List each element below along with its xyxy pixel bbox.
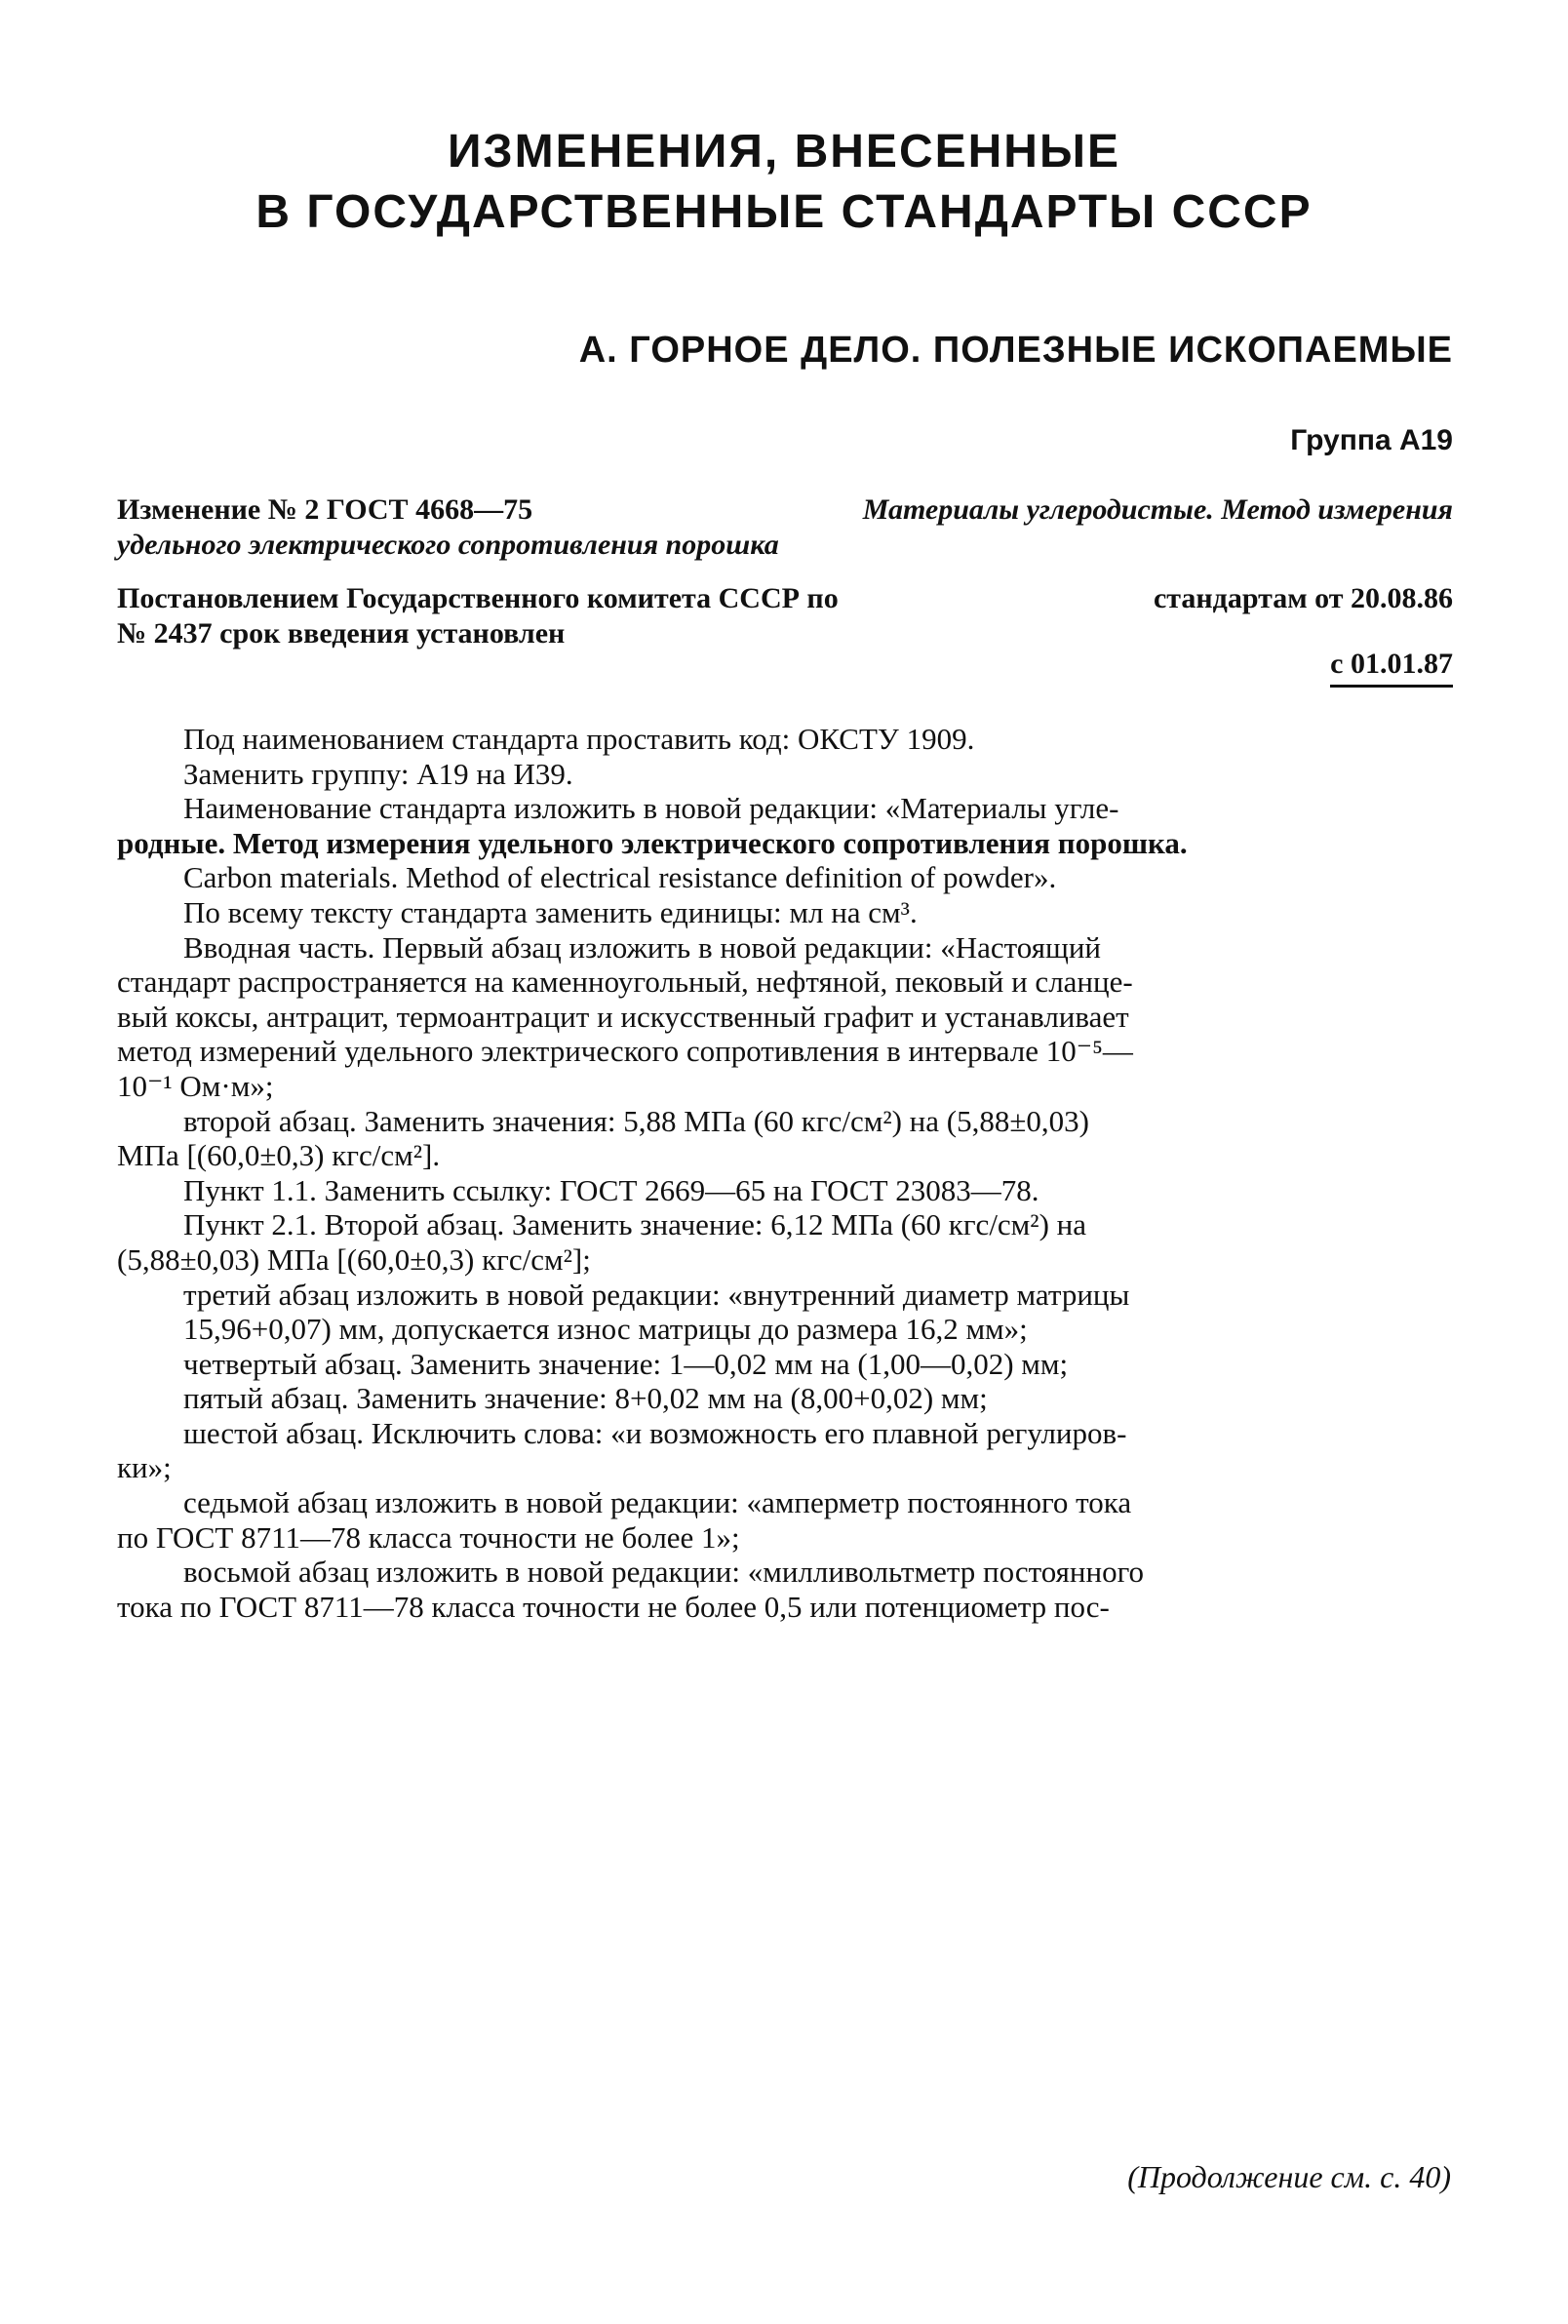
body-line: Под наименованием стандарта проставить код: ОКСТУ 1909. xyxy=(183,722,975,756)
continuation-note: (Продолжение см. с. 40) xyxy=(1127,2159,1451,2194)
page-title-line-1: ИЗМЕНЕНИЯ, ВНЕСЕННЫЕ xyxy=(448,126,1120,177)
body-line: 15,96+0,07) мм, допускается износ матрицы до размера 16,2 мм»; xyxy=(183,1312,1028,1347)
body-line: (5,88±0,03) МПа [(60,0±0,3) кгс/см²]; xyxy=(117,1241,591,1277)
decree-right: стандартам от 20.08.86 xyxy=(1153,582,1453,614)
body-line: Пункт 2.1. Второй абзац. Заменить значение: 6,12 МПа (60 кгс/см²) на xyxy=(183,1207,1087,1242)
body-line: четвертый абзац. Заменить значение: 1—0,02 мм на (1,00—0,02) мм; xyxy=(183,1346,1069,1381)
body-line: ки»; xyxy=(117,1450,172,1485)
body-line: Carbon materials. Method of electrical resistance definition of powder». xyxy=(183,860,1057,895)
body-line: восьмой абзац изложить в новой редакции: «милливольтметр постоянного xyxy=(183,1555,1145,1590)
body-line: пятый абзац. Заменить значение: 8+0,02 мм на (8,00+0,02) мм; xyxy=(183,1381,988,1416)
decree-line-2: № 2437 срок введения установлен xyxy=(117,617,566,650)
body-line: Пункт 1.1. Заменить ссылку: ГОСТ 2669—65 на ГОСТ 23083—78. xyxy=(183,1172,1039,1207)
body-line: Наименование стандарта изложить в новой редакции: «Материалы угле- xyxy=(183,791,1119,826)
body-line: вый коксы, антрацит, термоантрацит и искусственный графит и устанавливает xyxy=(117,999,1129,1034)
body-line: третий абзац изложить в новой редакции: «внутренний диаметр матрицы xyxy=(183,1277,1130,1312)
body-line: тока по ГОСТ 8711—78 класса точности не более 0,5 или потенциометр пос- xyxy=(117,1589,1110,1624)
change-title-line-2: удельного электрического сопротивления порошка xyxy=(117,529,779,561)
body-line: стандарт распространяется на каменноугольный, нефтяной, пековый и сланце- xyxy=(117,965,1133,1000)
body-line: Заменить группу: А19 на И39. xyxy=(183,756,573,791)
body-line: Вводная часть. Первый абзац изложить в новой редакции: «Настоящий xyxy=(183,929,1102,965)
body-line: второй абзац. Заменить значения: 5,88 МПа (60 кгс/см²) на (5,88±0,03) xyxy=(183,1103,1089,1138)
body-line: 10⁻¹ Ом·м»; xyxy=(117,1068,274,1103)
body-line: метод измерений удельного электрического сопротивления в интервале 10⁻⁵— xyxy=(117,1034,1133,1069)
body-text xyxy=(117,722,1453,1624)
group-label: Группа А19 xyxy=(1290,424,1453,456)
page-title-line-2: В ГОСУДАРСТВЕННЫЕ СТАНДАРТЫ СССР xyxy=(255,186,1313,238)
body-line: родные. Метод измерения удельного электрического сопротивления порошка. xyxy=(117,825,1188,860)
body-line: по ГОСТ 8711—78 класса точности не более 1»; xyxy=(117,1519,740,1555)
body-line: По всему тексту стандарта заменить единицы: мл на см³. xyxy=(183,894,918,929)
body-line: МПа [(60,0±0,3) кгс/см²]. xyxy=(117,1138,441,1173)
change-title-line-1: Материалы углеродистые. Метод измерения xyxy=(862,493,1453,526)
change-label: Изменение № 2 ГОСТ 4668—75 xyxy=(117,493,533,526)
decree-left: Постановлением Государственного комитета СССР по xyxy=(117,582,839,614)
decree-header xyxy=(117,581,1453,651)
body-line: шестой абзац. Исключить слова: «и возможность его плавной регулиров- xyxy=(183,1415,1127,1450)
effective-date: с 01.01.87 xyxy=(1330,648,1453,688)
section-heading: А. ГОРНОЕ ДЕЛО. ПОЛЕЗНЫЕ ИСКОПАЕМЫЕ xyxy=(578,330,1453,371)
change-header xyxy=(117,492,1453,563)
body-line: седьмой абзац изложить в новой редакции: «амперметр постоянного тока xyxy=(183,1485,1132,1520)
